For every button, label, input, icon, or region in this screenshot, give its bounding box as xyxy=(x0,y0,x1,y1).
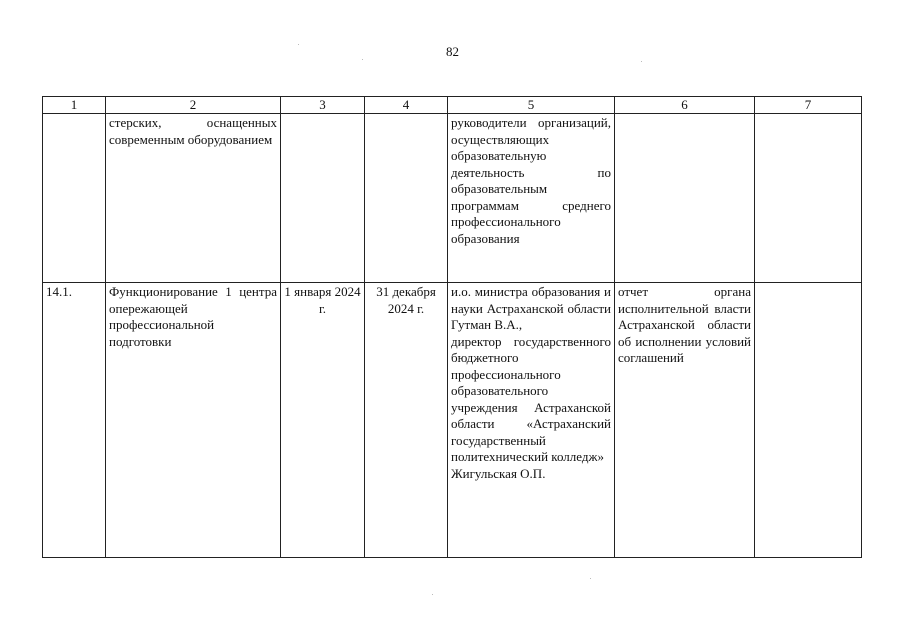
cell-start-date: 1 января 2024 г. xyxy=(281,283,365,558)
scan-speck xyxy=(590,578,591,579)
cell-responsible xyxy=(448,283,615,558)
cell-activity: стерских, оснащенных современным оборудованием xyxy=(106,114,281,283)
column-header: 7 xyxy=(755,97,862,114)
scan-speck xyxy=(432,594,433,595)
column-header: 5 xyxy=(448,97,615,114)
table-row xyxy=(43,283,862,558)
responsible-director-name: Жигульская О.П. xyxy=(451,465,546,481)
responsible-director: директор государственного бюджетного профессионального образовательного учреждения Астраханской области «Астраханский государственный политехнический колледж» xyxy=(451,333,611,464)
plan-table xyxy=(42,96,862,558)
cell-end-date xyxy=(365,114,448,283)
cell-result xyxy=(615,114,755,283)
cell-responsible: руководители организаций, осуществляющих образовательную деятельность по образовательным программам среднего профессионального образования xyxy=(448,114,615,283)
column-header: 2 xyxy=(106,97,281,114)
cell-note xyxy=(755,114,862,283)
cell-number xyxy=(43,114,106,283)
header-row xyxy=(43,97,862,114)
page-number: 82 xyxy=(446,44,459,59)
column-header: 1 xyxy=(43,97,106,114)
cell-activity: Функционирование 1 центра опережающей профессиональной подготовки xyxy=(106,283,281,558)
column-header: 3 xyxy=(281,97,365,114)
cell-note xyxy=(755,283,862,558)
scan-speck xyxy=(362,59,363,60)
scan-speck xyxy=(641,61,642,62)
cell-start-date xyxy=(281,114,365,283)
responsible-minister: и.о. министра образования и науки Астраханской области Гутман В.А., xyxy=(451,284,611,332)
cell-number: 14.1. xyxy=(43,283,106,558)
table-row xyxy=(43,114,862,283)
cell-result: отчет органа исполнительной власти Астраханской области об исполнении условий соглашений xyxy=(615,283,755,558)
cell-end-date: 31 декабря 2024 г. xyxy=(365,283,448,558)
column-header: 6 xyxy=(615,97,755,114)
scan-speck xyxy=(298,44,299,45)
column-header: 4 xyxy=(365,97,448,114)
